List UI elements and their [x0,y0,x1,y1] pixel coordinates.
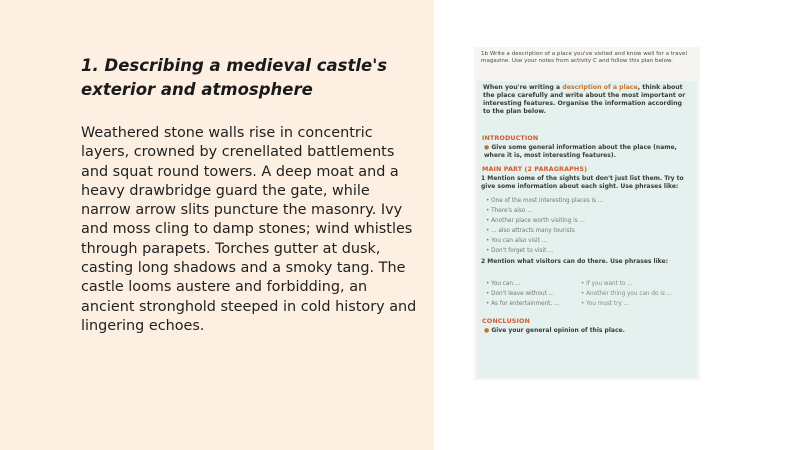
phrase-item: • One of the most interesting places is ... [486,198,604,204]
plan-intro-start: When you're writing a [483,84,563,91]
plan-intro-end: , think about the place carefully and write about the most important or interesting features. Organise the information according to the plan below. [483,84,686,116]
writing-task: 1b Write a description of a place you've visited and know well for a travel magazine. Use your notes from activity C and follow this plan below. [481,51,688,65]
conclusion-bullet [484,327,694,335]
phrase-item: • As for entertainment, ... [486,301,560,307]
phrase-item: • Another place worth visiting is ... [486,218,585,224]
main-point-2: 2 Mention what visitors can do there. Use phrases like: [481,258,668,265]
bullet-icon: ● [484,327,492,334]
main-part-heading: MAIN PART (2 PARAGRAPHS) [482,165,588,173]
plan-intro-highlight: description of a place [562,84,638,91]
phrase-item: • There's also ... [486,208,533,214]
description-paragraph: Weathered stone walls rise in concentric layers, crowned by crenellated battlements and squat round towers. A deep moat and a heavy drawbridge guard the gate, while narrow arrow slits puncture the masonry. Ivy and moss cling to damp stones; wind whistles through parapets. Torches gutter at dusk, casting long shadows and a smoky tang. The castle looms austere and forbidding, an ancient stronghold steeped in cold history and lingering echoes. [81,125,417,334]
writing-plan-box [477,81,697,378]
conclusion-heading: CONCLUSION [482,317,530,325]
phrase-item: • Don't forget to visit ... [486,248,554,254]
phrase-item: • You must try ... [581,301,630,307]
main-point-1: 1 Mention some of the sights but don't just list them. Try to give some information about each sight. Use phrases like: [481,175,684,190]
phrase-item: • You can ... [486,281,521,287]
phrase-item: • ... also attracts many tourists [486,228,575,234]
introduction-bullet [484,144,689,160]
textbook-page-image [474,47,700,380]
introduction-heading: INTRODUCTION [482,134,539,142]
phrase-item: • Another thing you can do is ... [581,291,673,297]
phrase-item: • Don't leave without ... [486,291,555,297]
bullet-icon: ● [484,144,492,151]
plan-intro [483,84,691,116]
introduction-bullet-text: Give some general information about the place (name, where it is, most interesting features). [484,144,677,159]
section-title: 1. Describing a medieval castle's exterior and atmosphere [81,56,388,99]
phrase-item: • If you want to ... [581,281,633,287]
conclusion-bullet-text: Give your general opinion of this place. [491,327,625,334]
phrase-item: • You can also visit ... [486,238,548,244]
